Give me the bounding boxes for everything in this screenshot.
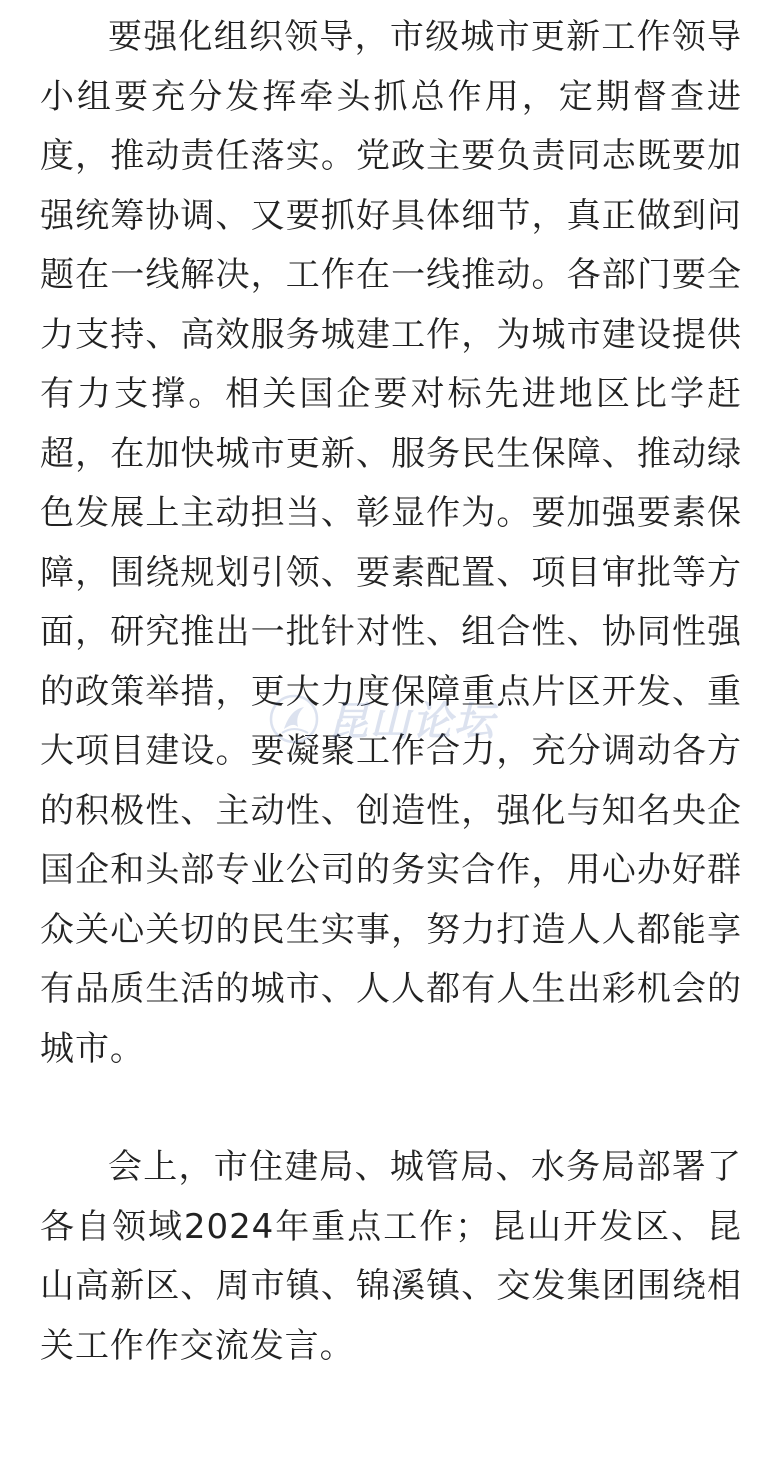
watermark-text: 昆山论坛 bbox=[328, 698, 496, 745]
article-paragraph: 会上，市住建局、城管局、水务局部署了各自领域2024年重点工作；昆山开发区、昆山高新区、周市镇、锦溪镇、交发集团围绕相关工作作交流发言。 bbox=[40, 1147, 742, 1366]
article-body bbox=[40, 8, 742, 1376]
article-paragraph: 要强化组织领导，市级城市更新工作领导小组要充分发挥牵头抓总作用，定期督查进度，推动责任落实。党政主要负责同志既要加强统筹协调、又要抓好具体细节，真正做到问题在一线解决，工作在一线推动。各部门要全力支持、高效服务城建工作，为城市建设提供有力支撑。相关国企要对标先进地区比学赶超，在加快城市更新、服务民生保障、推动绿色发展上主动担当、彰显作为。要加强要素保障，围绕规划引领、要素配置、项目审批等方面，研究推出一批针对性、组合性、协同性强的政策举措，更大力度保障重点片区开发、重大项目建设。要凝聚工作合力，充分调动各方的积极性、主动性、创造性，强化与知名央企国企和头部专业公司的务实合作，用心办好群众关心关切的民生实事，努力打造人人都能享有品质生活的城市、人人都有人生出彩机会的城市。 bbox=[40, 17, 742, 1069]
